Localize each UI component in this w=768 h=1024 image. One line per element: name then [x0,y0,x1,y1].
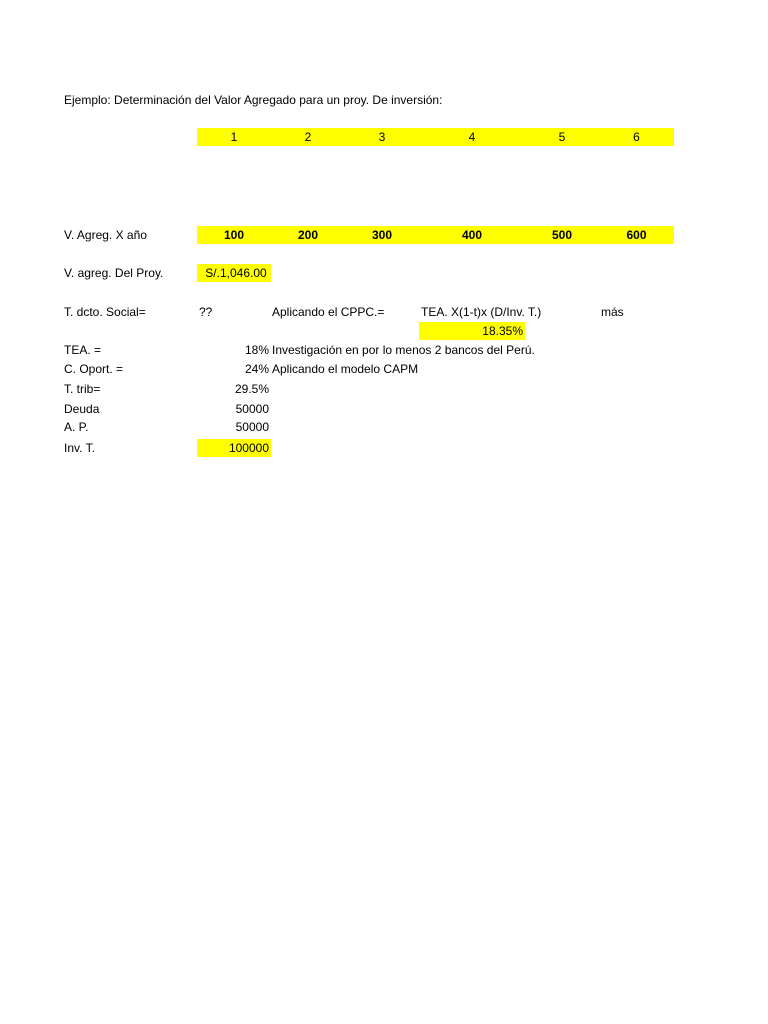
year-3[interactable]: 3 [378,130,386,144]
value-added-6[interactable]: 600 [626,228,647,242]
param-label-c-oport: C. Oport. = [64,362,124,376]
year-2[interactable]: 2 [304,130,312,144]
param-value-c-oport[interactable]: 24% [244,362,269,376]
param-note-tea: Investigación en por lo menos 2 bancos del Perú. [272,343,535,357]
param-label-deuda: Deuda [64,402,100,416]
param-value-tea[interactable]: 18% [244,343,269,357]
param-label-tea: TEA. = [64,343,102,357]
param-label-inv-t: Inv. T. [64,441,95,455]
param-value-t-trib[interactable]: 29.5% [234,382,269,396]
cppc-result[interactable]: 18.35% [482,324,523,338]
cppc-method-label: Aplicando el CPPC.= [272,305,385,319]
param-value-deuda[interactable]: 50000 [235,402,269,416]
project-value-label: V. agreg. Del Proy. [64,266,164,280]
discount-rate-label: T. dcto. Social= [64,305,146,319]
value-added-5[interactable]: 500 [551,228,573,242]
param-value-inv-t[interactable]: 100000 [228,441,269,455]
param-note-c-oport: Aplicando el modelo CAPM [272,362,419,376]
discount-rate-value[interactable]: ?? [199,305,213,319]
year-1[interactable]: 1 [230,130,238,144]
project-value-cell[interactable]: S/.1,046.00 [205,266,267,280]
page-title: Ejemplo: Determinación del Valor Agregado para un proy. De inversión: [64,93,443,107]
param-label-t-trib: T. trib= [64,382,101,396]
year-6[interactable]: 6 [633,130,640,144]
cppc-formula[interactable]: TEA. X(1-t)x (D/Inv. T.) [421,305,542,319]
value-added-4[interactable]: 400 [461,228,483,242]
value-added-label: V. Agreg. X año [64,228,147,242]
param-value-ap[interactable]: 50000 [235,420,269,434]
value-added-2[interactable]: 200 [297,228,319,242]
value-added-3[interactable]: 300 [371,228,393,242]
year-4[interactable]: 4 [468,130,476,144]
param-label-ap: A. P. [64,420,89,434]
value-added-1[interactable]: 100 [223,228,245,242]
more-label: más [601,305,624,319]
year-5[interactable]: 5 [558,130,566,144]
